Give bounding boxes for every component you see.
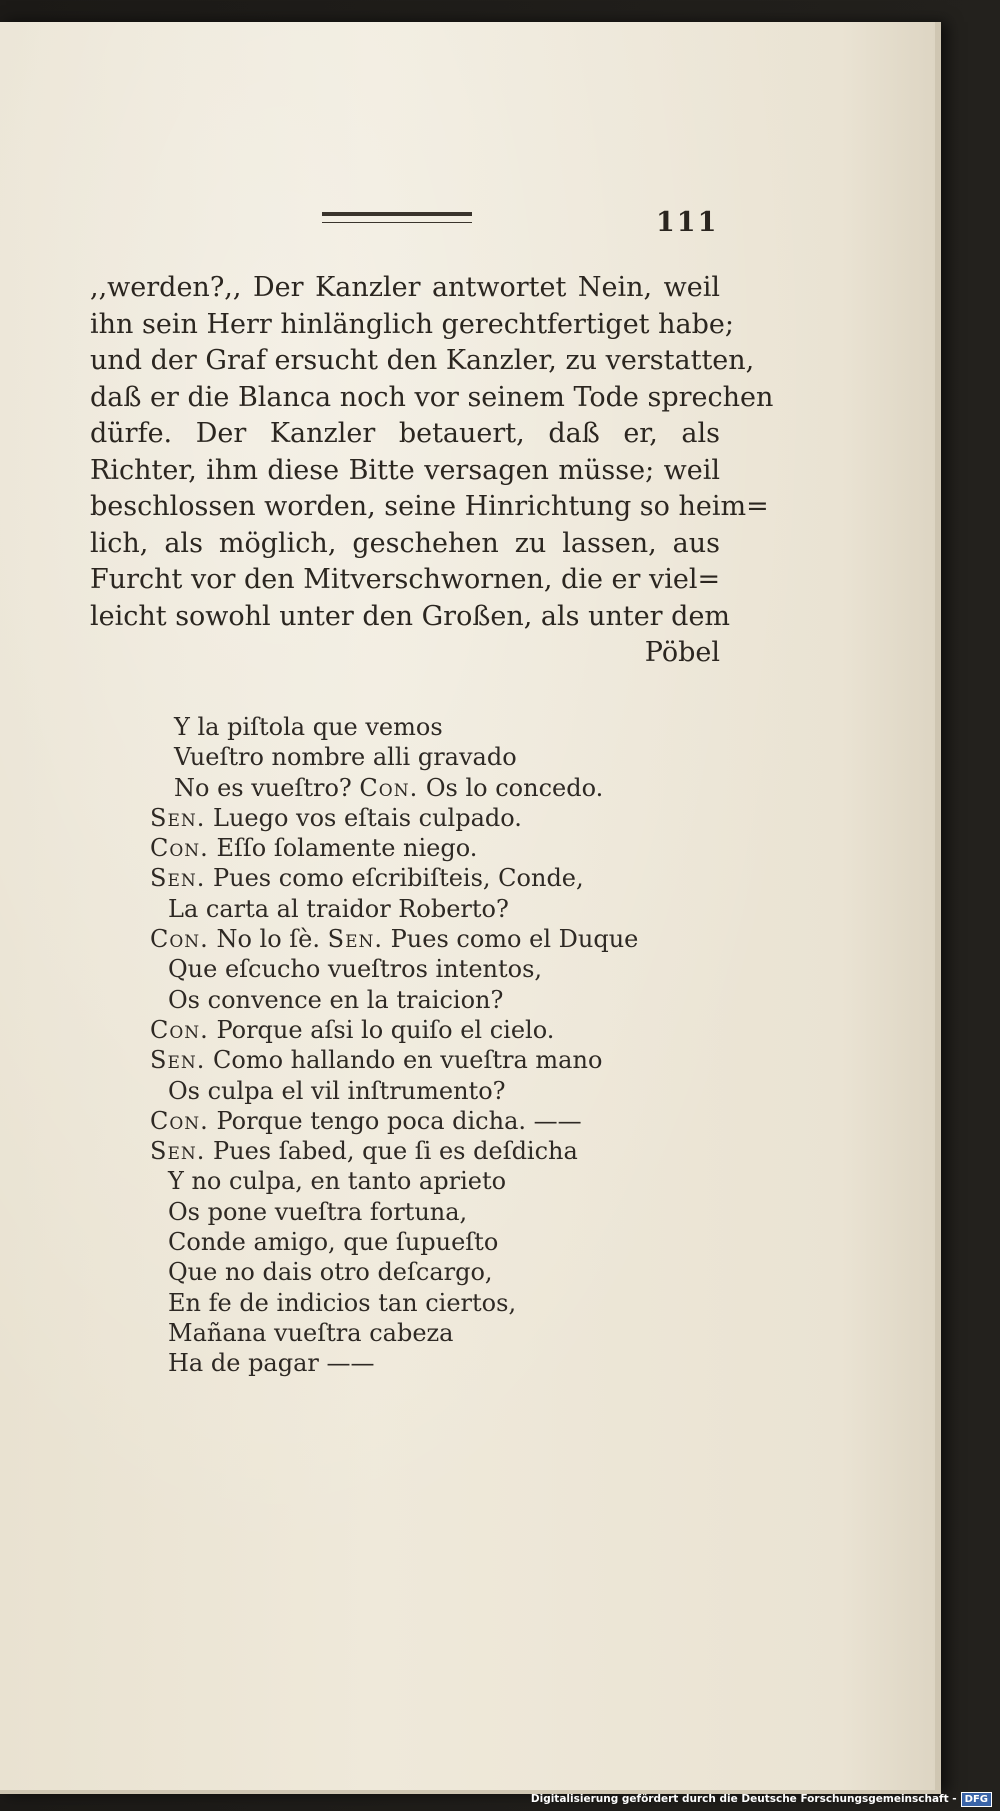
speaker: Sen. [150,1137,206,1166]
verse-text: Pues ſabed, que ſi es deſdicha [213,1137,578,1166]
dfg-logo: DFG [961,1792,992,1807]
digitization-footer [531,1791,992,1807]
verse-line [150,1288,710,1318]
german-line: Furcht vor den Mitverschwornen, die er viel= [90,564,721,595]
speaker: Con. [359,773,419,802]
verse-text: Pues como eſcribiſteis, Conde, [213,864,584,893]
verse-text: No lo ſè. [216,925,320,954]
verse-line [150,1257,710,1287]
book-page [0,22,941,1794]
verse-text: La carta al traidor Roberto? [168,894,509,923]
verse-text: Y la piſtola que vemos [174,713,443,741]
verse-line [150,1106,710,1136]
german-line: ihn sein Herr hinlänglich gerechtfertiget habe; [90,308,734,340]
verse-text: Eſſo ſolamente niego. [216,834,478,863]
verse-text: Que no dais otro deſcargo, [168,1258,493,1287]
speaker: Con. [150,834,209,863]
verse-text: Mañana vueſtra cabeza [168,1318,454,1347]
german-paragraph [90,270,774,672]
speaker: Con. [150,1106,209,1135]
verse-line [150,773,710,803]
verse-line [150,1348,710,1378]
german-line: daß er die Blanca noch vor seinem Tode sprechen [90,381,774,413]
speaker: Con. [150,1015,209,1044]
german-line: und der Graf ersucht den Kanzler, zu verstatten, [90,345,755,376]
spanish-verse [150,712,710,1379]
verse-text: Os lo concedo. [425,773,604,802]
speaker: Sen. [150,1046,206,1075]
verse-text: Luego vos eſtais culpado. [213,803,522,832]
verse-line [150,863,710,893]
verse-text: Os culpa el vil inſtrumento? [168,1076,506,1105]
verse-line [150,1318,710,1348]
verse-text: Os pone vueſtra fortuna, [168,1197,468,1226]
verse-text: Vueſtro nombre alli gravado [174,743,517,772]
verse-line [150,924,710,954]
verse-line [150,894,710,924]
speaker: Sen. [150,803,206,832]
catchword: Pöbel [644,637,720,668]
verse-text: Conde amigo, que ſupueſto [168,1228,499,1257]
verse-line [150,985,710,1015]
verse-text: Porque aſsi lo quiſo el cielo. [216,1015,555,1044]
verse-text: Como hallando en vueſtra mano [213,1046,603,1075]
speaker: Con. [150,925,209,954]
verse-line [150,803,710,833]
verse-line [150,712,710,742]
speaker: Sen. [150,864,206,893]
verse-line [150,1136,710,1166]
verse-text: No es vueſtro? [174,773,352,802]
verse-text: Ha de pagar —— [168,1349,375,1378]
verse-line [150,742,710,772]
german-line: ,,werden?,, Der Kanzler antwortet Nein, weil [90,272,720,303]
german-line: lich, als möglich, geschehen zu lassen, aus [90,527,720,559]
page-number: 111 [656,207,719,238]
verse-text: En fe de indicios tan ciertos, [168,1288,517,1317]
verse-text: Y no culpa, en tanto aprieto [168,1167,507,1196]
verse-line [150,1045,710,1075]
verse-text: Os convence en la traicion? [168,985,504,1014]
german-line: dürfe. Der Kanzler betauert, daß er, als [90,418,720,449]
verse-line [150,1197,710,1227]
header-rule [322,212,472,223]
speaker: Sen. [327,925,383,954]
verse-line [150,1227,710,1257]
verse-line [150,833,710,863]
verse-line [150,1076,710,1106]
verse-line [150,954,710,984]
verse-text: Porque tengo poca dicha. —— [216,1106,582,1135]
german-line: leicht sowohl unter den Großen, als unter dem [90,600,731,632]
footer-credit: Digitalisierung gefördert durch die Deutsche Forschungsgemeinschaft - [530,1793,957,1805]
german-line: beschlossen worden, seine Hinrichtung so heim= [90,491,769,522]
verse-line [150,1015,710,1045]
german-line: Richter, ihm diese Bitte versagen müsse; weil [90,454,720,486]
verse-line [150,1166,710,1196]
verse-text: Pues como el Duque [390,925,639,954]
verse-text: Que eſcucho vueſtros intentos, [168,955,543,984]
